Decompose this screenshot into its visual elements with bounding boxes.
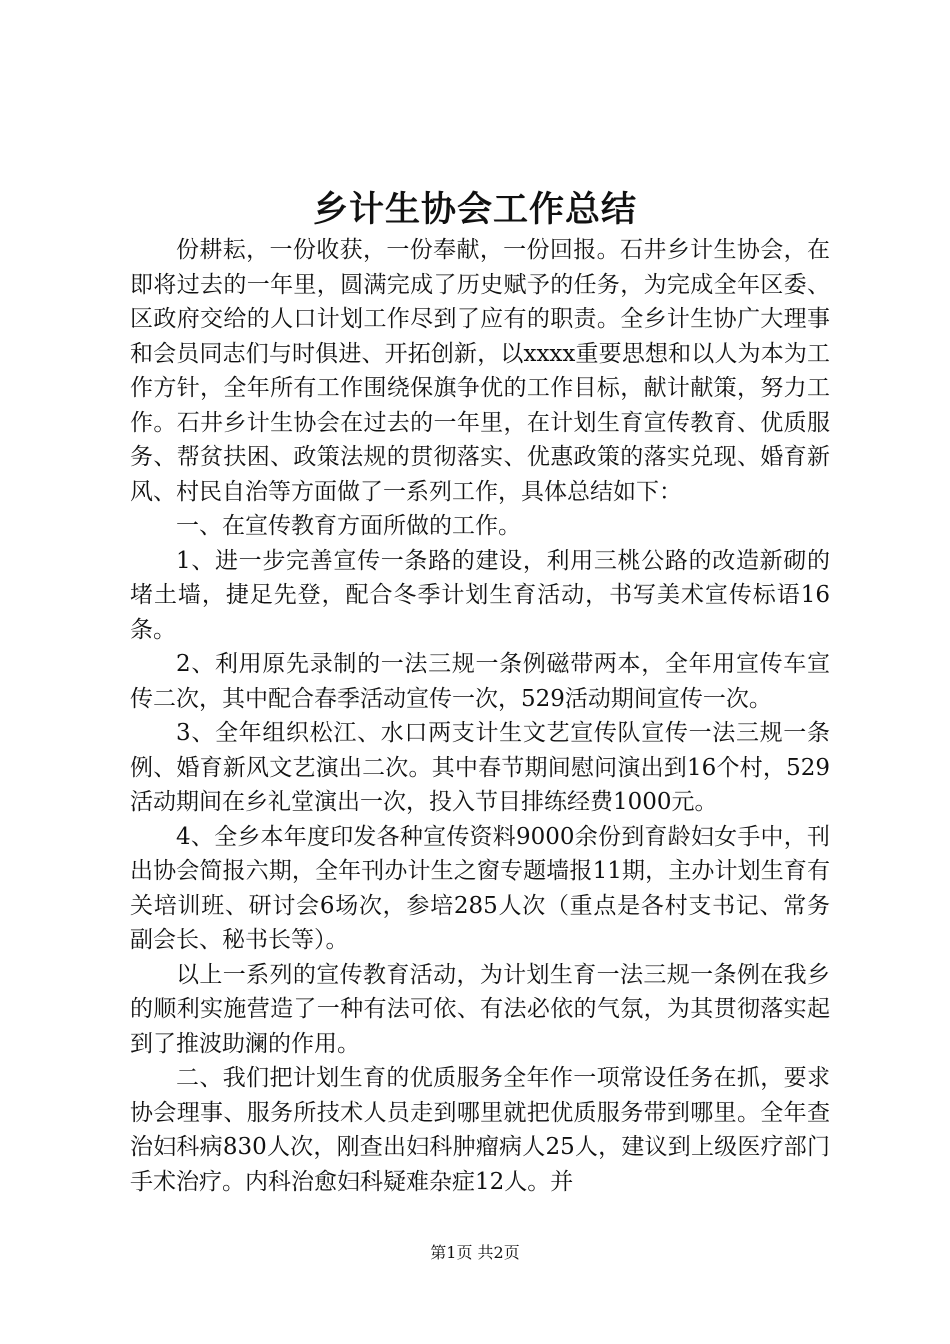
paragraph-item-1: 1、进一步完善宣传一条路的建设，利用三桃公路的改造新砌的堵土墙，捷足先登，配合冬季计划生育活动，书写美术宣传标语16条。 <box>130 547 830 643</box>
document-body <box>130 233 830 1199</box>
paragraph-item-4: 4、全乡本年度印发各种宣传资料9000余份到育龄妇女手中，刊出协会简报六期，全年刊办计生之窗专题墙报11期，主办计划生育有关培训班、研讨会6场次，参培285人次（重点是各村支书记、常务副会长、秘书长等）。 <box>130 823 830 953</box>
section-paragraph-services: 二、我们把计划生育的优质服务全年作一项常设任务在抓，要求协会理事、服务所技术人员走到哪里就把优质服务带到哪里。全年查治妇科病830人次，刚查出妇科肿瘤病人25人，建议到上级医疗部门手术治疗。内科治愈妇科疑难杂症12人。并 <box>130 1065 830 1195</box>
section-heading-publicity: 一、在宣传教育方面所做的工作。 <box>176 513 521 539</box>
document-title: 乡计生协会工作总结 <box>312 190 637 230</box>
page-footer: 第1页 共2页 <box>430 1243 520 1262</box>
paragraph-item-2: 2、利用原先录制的一法三规一条例磁带两本，全年用宣传车宣传二次，其中配合春季活动宣传一次，529活动期间宣传一次。 <box>130 651 830 712</box>
paragraph-item-3: 3、全年组织松江、水口两支计生文艺宣传队宣传一法三规一条例、婚育新风文艺演出二次。其中春节期间慰问演出到16个村，529活动期间在乡礼堂演出一次，投入节目排练经费1000元。 <box>130 720 830 815</box>
paragraph-summary: 以上一系列的宣传教育活动，为计划生育一法三规一条例在我乡的顺利实施营造了一种有法可依、有法必依的气氛，为其贯彻落实起到了推波助澜的作用。 <box>130 961 830 1057</box>
paragraph-intro: 份耕耘，一份收获，一份奉献，一份回报。石井乡计生协会，在即将过去的一年里，圆满完成了历史赋予的任务，为完成全年区委、区政府交给的人口计划工作尽到了应有的职责。全乡计生协广大理事和会员同志们与时俱进、开拓创新，以xxxx重要思想和以人为本为工作方针，全年所有工作围绕保旗争优的工作目标，献计献策，努力工作。石井乡计生协会在过去的一年里，在计划生育宣传教育、优质服务、帮贫扶困、政策法规的贯彻落实、优惠政策的落实兑现、婚育新风、村民自治等方面做了一系列工作，具体总结如下： <box>130 237 830 505</box>
